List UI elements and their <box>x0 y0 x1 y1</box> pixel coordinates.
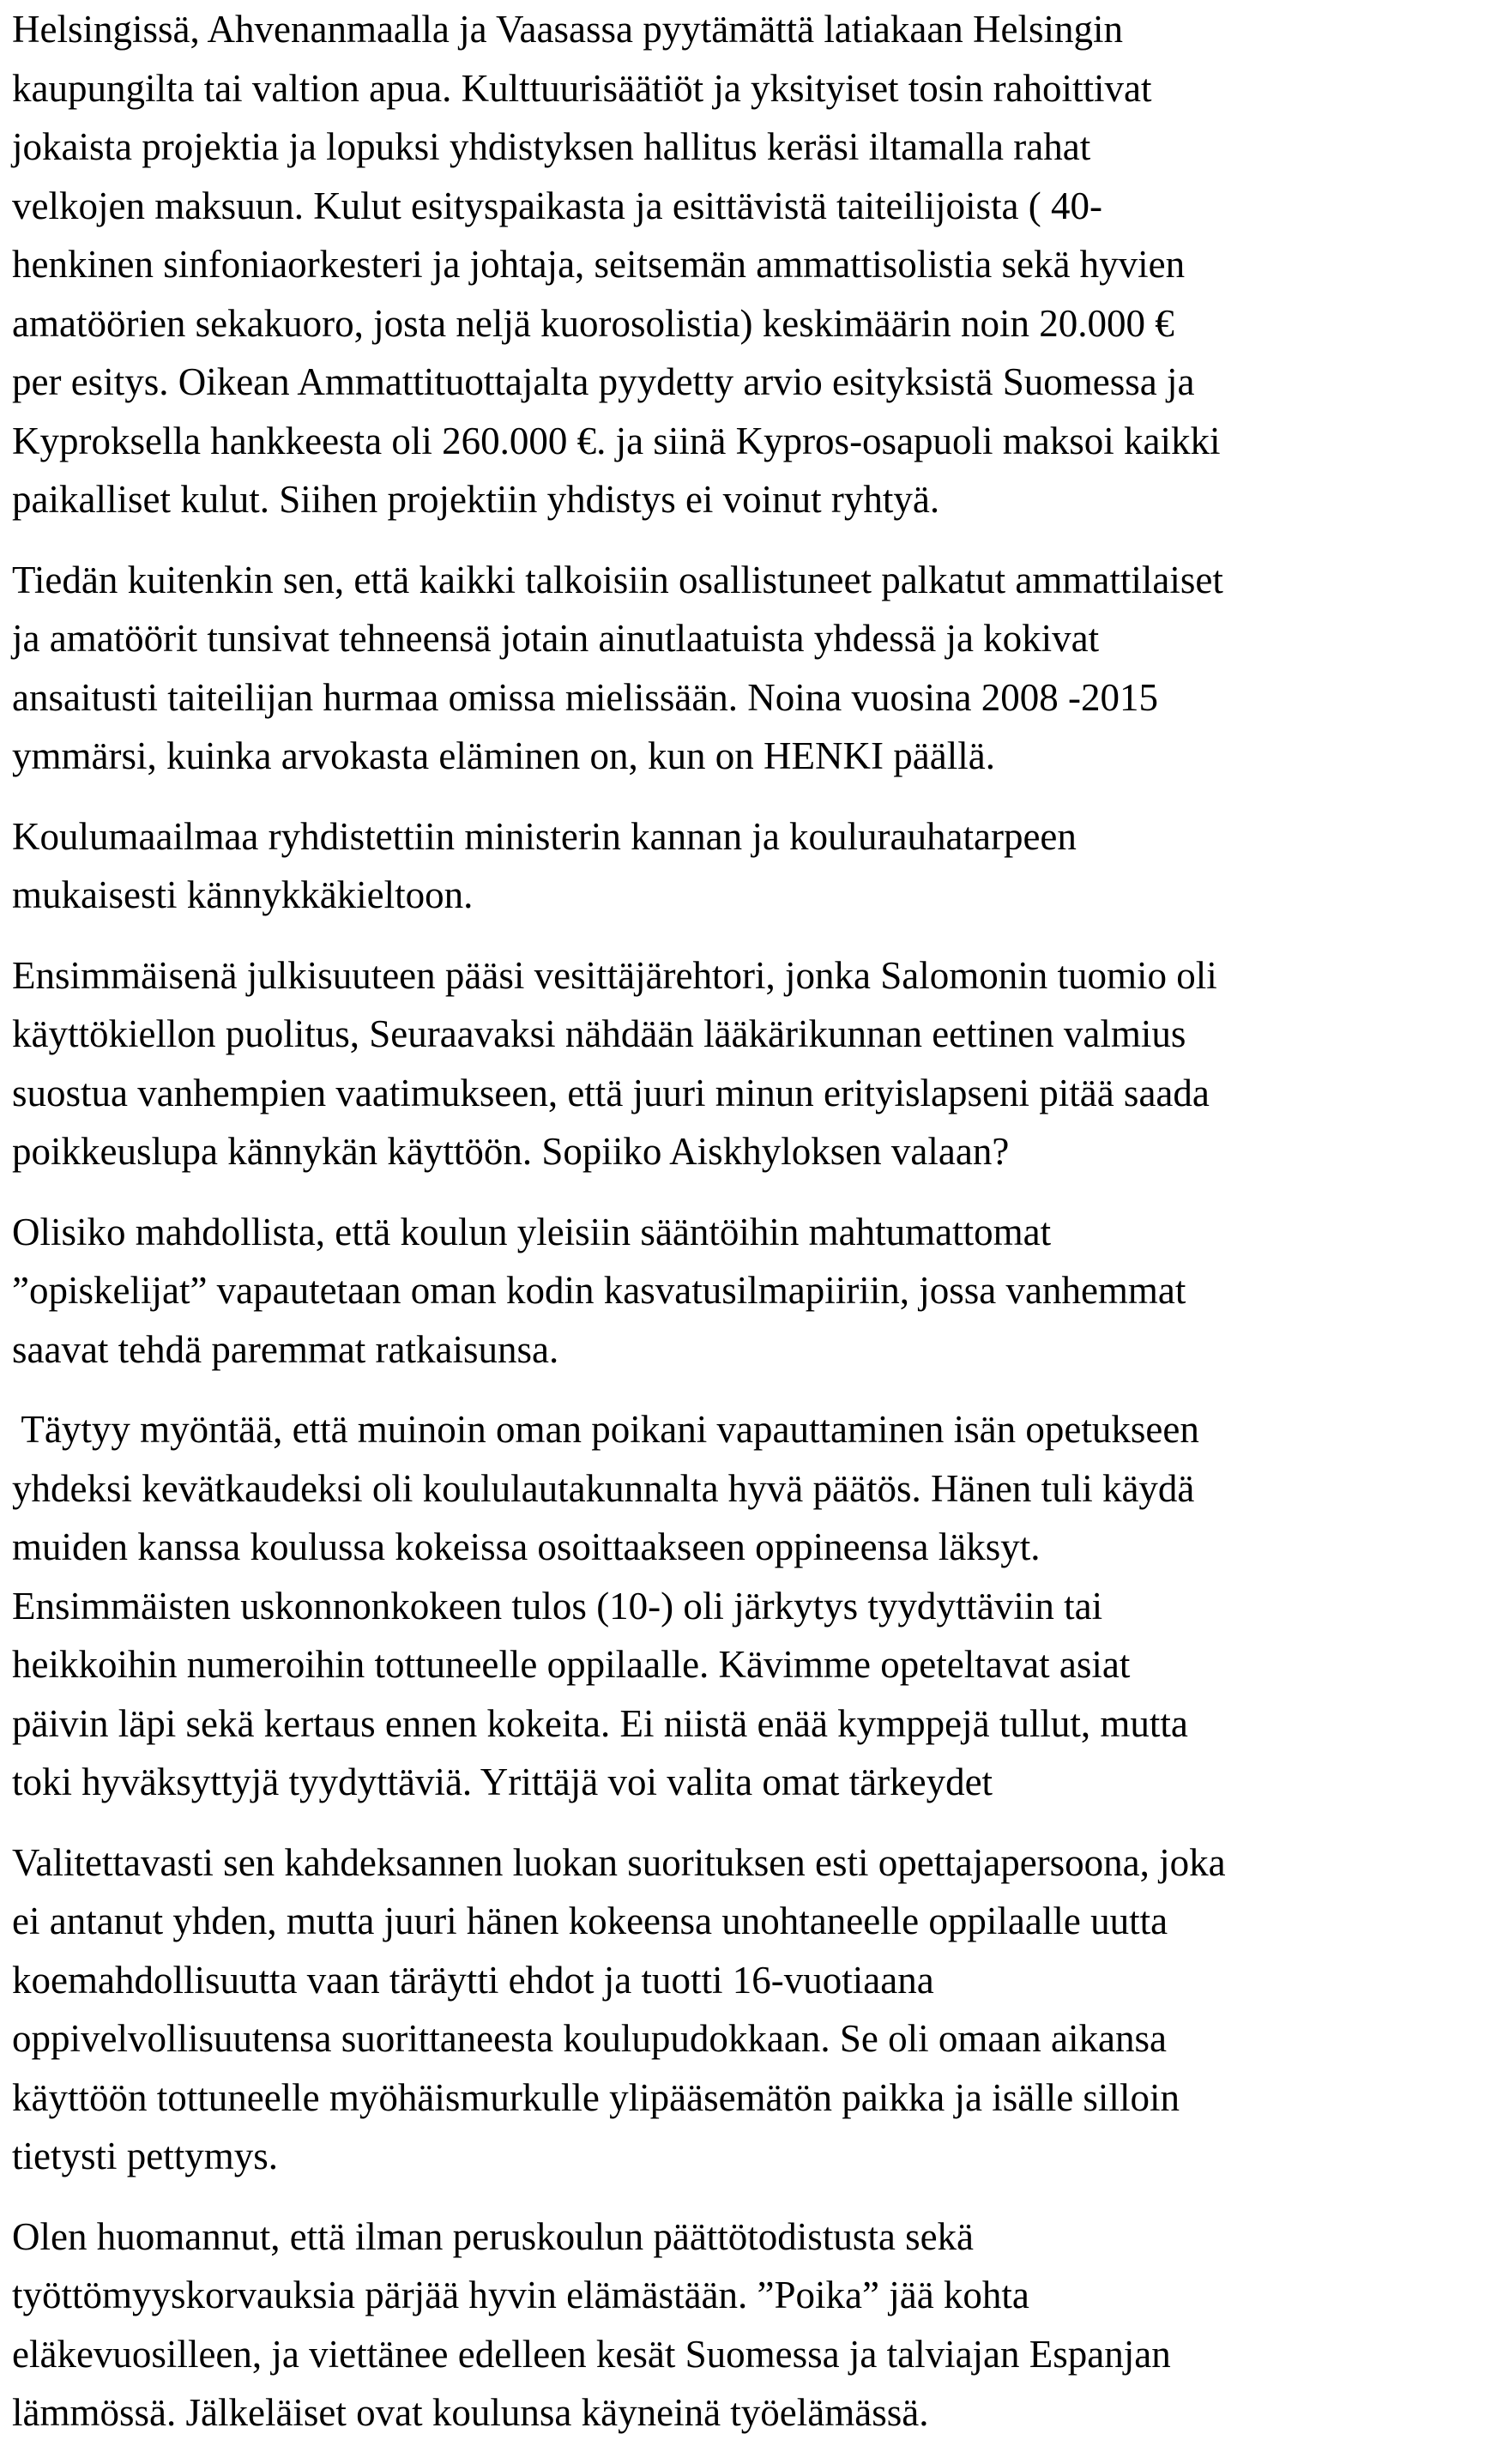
paragraph-8 <box>12 2207 1500 2443</box>
text-line: oppivelvollisuutensa suorittaneesta koulupudokkaan. Se oli omaan aikansa <box>12 2017 1167 2060</box>
text-line: lämmössä. Jälkeläiset ovat koulunsa käyneinä työelämässä. <box>12 2391 929 2434</box>
text-line: Ensimmäisten uskonnonkokeen tulos (10-) oli järkytys tyydyttäviin tai <box>12 1584 1103 1628</box>
text-line: Olen huomannut, että ilman peruskoulun päättötodistusta sekä <box>12 2214 975 2258</box>
text-line: Olisiko mahdollista, että koulun yleisiin sääntöihin mahtumattomat <box>12 1210 1052 1253</box>
text-line: velkojen maksuun. Kulut esityspaikasta ja esittävistä taiteilijoista ( 40- <box>12 184 1102 227</box>
text-line: Valitettavasti sen kahdeksannen luokan suorituksen esti opettajapersoona, joka <box>12 1840 1226 1884</box>
text-line: koemahdollisuutta vaan täräytti ehdot ja tuotti 16-vuotiaana <box>12 1958 934 2002</box>
text-line: Ensimmäisenä julkisuuteen pääsi vesittäjärehtori, jonka Salomonin tuomio oli <box>12 953 1217 997</box>
text-line: muiden kanssa koulussa kokeissa osoittaakseen oppineensa läksyt. <box>12 1525 1041 1568</box>
text-line: yhdeksi kevätkaudeksi oli koululautakunnalta hyvä päätös. Hänen tuli käydä <box>12 1466 1195 1510</box>
text-line: ”opiskelijat” vapautetaan oman kodin kasvatusilmapiiriin, jossa vanhemmat <box>12 1269 1186 1312</box>
paragraph-1 <box>12 0 1500 529</box>
paragraph-4 <box>12 946 1500 1181</box>
text-line: Täytyy myöntää, että muinoin oman poikani vapauttaminen isän opetukseen <box>12 1408 1199 1451</box>
text-line: päivin läpi sekä kertaus ennen kokeita. Ei niistä enää kymppejä tullut, mutta <box>12 1701 1188 1745</box>
text-line: henkinen sinfoniaorkesteri ja johtaja, seitsemän ammattisolistia sekä hyvien <box>12 243 1186 286</box>
text-line: käyttöön tottuneelle myöhäismurkulle ylipääsemätön paikka ja isälle silloin <box>12 2075 1180 2119</box>
text-line: paikalliset kulut. Siihen projektiin yhdistys ei voinut ryhtyä. <box>12 478 940 521</box>
document-body <box>12 0 1500 2464</box>
text-line: Tiedän kuitenkin sen, että kaikki talkoisiin osallistuneet palkatut ammattilaiset <box>12 558 1223 601</box>
paragraph-7 <box>12 1833 1500 2186</box>
text-line: tietysti pettymys. <box>12 2135 278 2177</box>
text-line: ei antanut yhden, mutta juuri hänen kokeensa unohtaneelle oppilaalle uutta <box>12 1899 1168 1942</box>
text-line: suostua vanhempien vaatimukseen, että juuri minun erityislapseni pitää saada <box>12 1071 1210 1114</box>
text-line: työttömyyskorvauksia pärjää hyvin elämästään. ”Poika” jää kohta <box>12 2274 1029 2316</box>
paragraph-6 <box>12 1400 1500 1812</box>
paragraph-3 <box>12 807 1500 925</box>
text-line: saavat tehdä paremmat ratkaisunsa. <box>12 1327 559 1371</box>
text-line: käyttökiellon puolitus, Seuraavaksi nähdään lääkärikunnan eettinen valmius <box>12 1012 1186 1055</box>
text-line: kaupungilta tai valtion apua. Kulttuurisäätiöt ja yksityiset tosin rahoittivat <box>12 66 1152 110</box>
text-line: Helsingissä, Ahvenanmaalla ja Vaasassa pyytämättä latiakaan Helsingin <box>12 8 1124 51</box>
text-line: Koulumaailmaa ryhdistettiin ministerin kannan ja koulurauhatarpeen <box>12 814 1077 858</box>
text-line: ja amatöörit tunsivat tehneensä jotain ainutlaatuista yhdessä ja kokivat <box>12 617 1100 660</box>
text-line: ymmärsi, kuinka arvokasta eläminen on, kun on HENKI päällä. <box>12 734 995 777</box>
paragraph-2 <box>12 551 1500 786</box>
text-line: heikkoihin numeroihin tottuneelle oppilaalle. Kävimme opeteltavat asiat <box>12 1643 1131 1686</box>
text-line: per esitys. Oikean Ammattituottajalta pyydetty arvio esityksistä Suomessa ja <box>12 360 1195 403</box>
text-line: amatöörien sekakuoro, josta neljä kuorosolistia) keskimäärin noin 20.000 € <box>12 301 1174 345</box>
text-line: eläkevuosilleen, ja viettänee edelleen kesät Suomessa ja talviajan Espanjan <box>12 2332 1171 2376</box>
text-line: mukaisesti kännykkäkieltoon. <box>12 873 474 916</box>
text-line: toki hyväksyttyjä tyydyttäviä. Yrittäjä voi valita omat tärkeydet <box>12 1760 993 1803</box>
text-line: jokaista projektia ja lopuksi yhdistyksen hallitus keräsi iltamalla rahat <box>12 125 1091 168</box>
text-line: ansaitusti taiteilijan hurmaa omissa mielissään. Noina vuosina 2008 -2015 <box>12 675 1159 719</box>
text-line: poikkeuslupa kännykän käyttöön. Sopiiko Aiskhyloksen valaan? <box>12 1130 1010 1173</box>
paragraph-5 <box>12 1203 1500 1380</box>
text-line: Kyproksella hankkeesta oli 260.000 €. ja siinä Kypros-osapuoli maksoi kaikki <box>12 419 1221 462</box>
